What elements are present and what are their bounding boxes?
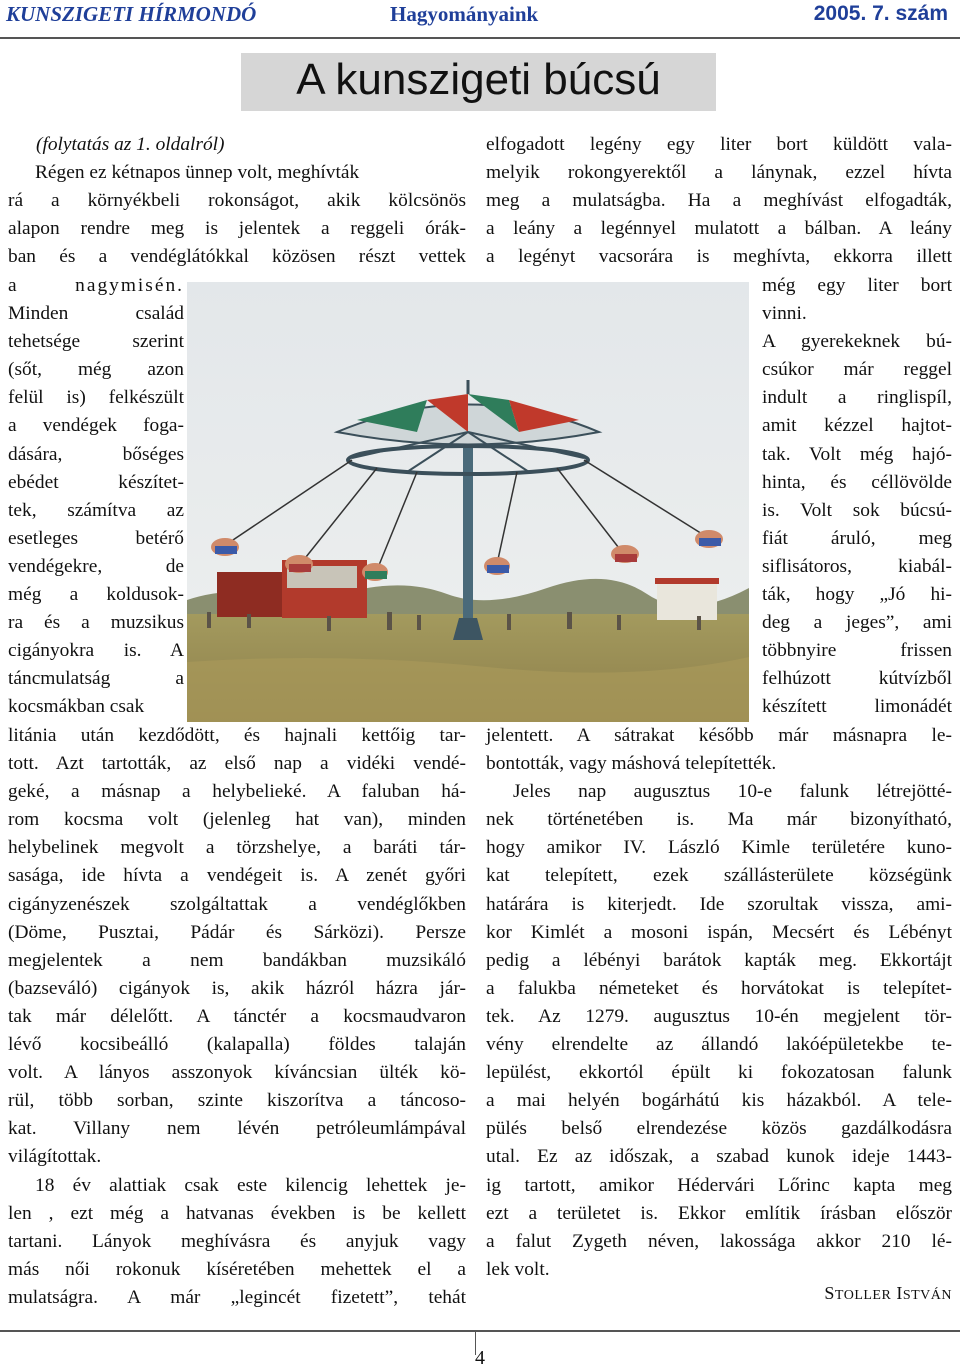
text-line: rül, több sorban, szinte kiszorítva a táncoso- xyxy=(8,1090,466,1112)
text-line: is. Volt sok búcsú- xyxy=(762,499,952,521)
text-line: tek. Az 1279. augusztus 10-én megjelent tör- xyxy=(486,1005,952,1027)
text-line: rá a környékbeli rokonságot, akik kölcsönös xyxy=(8,190,466,212)
text-line: amit kézzel hajtot- xyxy=(762,415,952,437)
signature-part: TOLLER xyxy=(834,1288,892,1303)
text-line: A gyerekeknek bú- xyxy=(762,331,952,353)
newspaper-name: KUNSZIGETI HÍRMONDÓ xyxy=(6,2,257,26)
text-line: ebédet készítet- xyxy=(8,471,184,493)
left-column-wrap xyxy=(8,272,184,722)
header-divider xyxy=(0,37,960,39)
text-line: többnyire frissen xyxy=(762,640,952,662)
text-line: mulatságra. A már „legincét fizetett”, tehát xyxy=(8,1286,466,1308)
text-line: helybelinek megvolt a törzshelye, a baráti tár- xyxy=(8,837,466,859)
text-line: deg a jeges”, ami xyxy=(762,612,952,634)
author-signature xyxy=(824,1283,952,1304)
text-line: Jeles nap augusztus 10-e falunk létrejötté- xyxy=(513,781,952,803)
text-line: cigányzenészek szolgáltattak a vendéglőkben xyxy=(8,893,466,915)
text-line: felül is) felkészült xyxy=(8,387,184,409)
text-line: lek volt. xyxy=(486,1258,550,1280)
text-line: bontották, vagy máshová telepítették. xyxy=(486,753,777,775)
signature-initial: I xyxy=(896,1283,903,1303)
right-column-wrap xyxy=(762,272,952,722)
text-line: lepülést, ekkortól épült ki fokozatosan falunk xyxy=(486,1062,952,1084)
text-line: világítottak. xyxy=(8,1146,102,1168)
text-line: a mai helyén bogárhátú kis házakból. A tele- xyxy=(486,1090,952,1112)
text-line: geké, a másnap a helybelieké. A faluban há- xyxy=(8,781,466,803)
text-line: ban és a vendéglátókkal közösen részt vettek xyxy=(8,246,466,268)
text-line: kat. Villany nem lévén petróleumlámpával xyxy=(8,1118,466,1140)
text-line: tehetsége szerint xyxy=(8,331,184,353)
left-column-bottom xyxy=(8,722,466,1312)
text-line: csúkor már reggel xyxy=(762,359,952,381)
page-number: 4 xyxy=(475,1347,485,1369)
text-line: siflisátoros, kiabál- xyxy=(762,555,952,577)
right-column-bottom xyxy=(486,722,952,1284)
text-line: cigányokra is. A xyxy=(8,640,184,662)
text-line: még egy liter bort xyxy=(762,275,952,296)
text-line: Minden család xyxy=(8,303,184,325)
text-line: megjelentek a nem bandákban muzsikáló xyxy=(8,949,466,971)
text-line: felhúzott kútvízből xyxy=(762,668,952,690)
text-line: (Döme, Pusztai, Pádár és Sárközi). Persze xyxy=(8,921,466,943)
issue-number: 2005. 7. szám xyxy=(813,2,948,25)
text-line: (sőt, még azon xyxy=(8,359,184,381)
continuation-note: (folytatás az 1. oldalról) xyxy=(36,134,225,155)
text-line: hogy amikor IV. László Kimle területére kuno- xyxy=(486,837,952,859)
text-line: kat telepített, ezek szállásterülete községünk xyxy=(486,865,952,887)
text-line: Régen ez kétnapos ünnep volt, meghívták xyxy=(35,162,360,184)
text-line: fiát áruló, meg xyxy=(762,527,952,549)
text-line: melyik rokongyerektől a lánynak, ezzel hívta xyxy=(486,162,952,184)
article-title-box xyxy=(241,53,716,111)
footer-divider xyxy=(0,1330,960,1332)
text-line: más női rokonuk kíséretében mehettek el a xyxy=(8,1258,466,1280)
text-line: vinni. xyxy=(762,303,807,325)
text-line: ták, hogy „Jó hi- xyxy=(762,584,952,606)
text-line: táncmulatság a xyxy=(8,668,184,690)
text-line: (bazseváló) cigányok is, akik házról házra jár- xyxy=(8,977,466,999)
text-line: a falut Zygeth néven, lakossága akkor 210 lé- xyxy=(486,1230,952,1252)
text-line: meg a mulatságba. Ha a meghívást elfogadták, xyxy=(486,190,952,212)
text-line: pülés belső elrendezése közös gazdálkodásra xyxy=(486,1118,952,1140)
text-line: még a koldusok- xyxy=(8,584,184,606)
text-line: len , ezt még a hatvanas években is be kellett xyxy=(8,1202,466,1224)
text-line: indult a ringlispíl, xyxy=(762,387,952,409)
article-title: A kunszigeti búcsú xyxy=(296,55,661,104)
page-header xyxy=(0,0,960,28)
text-line: vendégekre, de xyxy=(8,555,184,577)
text-line: vény elrendelte az állandó lakóépületekbe te- xyxy=(486,1034,952,1056)
text-line: kor Kimlét a mosoni ispán, Mecsért és Lébényt xyxy=(486,921,952,943)
text-line: készített limonádét xyxy=(762,696,952,718)
signature-part: STVÁN xyxy=(902,1288,952,1303)
text-line: határára is kiterjedt. Ide szorultak vissza, ami- xyxy=(486,893,952,915)
text-line: 18 év alattiak csak este kilencig lehettek je- xyxy=(35,1174,466,1196)
text-line: a leány a legénnyel mulatott a bálban. A leány xyxy=(486,218,952,240)
text-line: esetleges betérő xyxy=(8,527,184,549)
text-line: tak. Volt még hajó- xyxy=(762,443,952,465)
text-line: pedig a lébényi barátok kapták meg. Ekkortájt xyxy=(486,949,952,971)
text-line: hinta, és céllövölde xyxy=(762,471,952,493)
text-line: lévő kocsibeálló (kalapalla) földes talaján xyxy=(8,1034,466,1056)
text-line: utal. Ez az időszak, a szabad kunok ideje 1443- xyxy=(486,1146,952,1168)
carousel-chain-swing-icon xyxy=(187,282,749,722)
text-line: nek történetében is. Ma már bizonyítható, xyxy=(486,809,952,831)
text-line: jelentett. A sátrakat később már másnapra le- xyxy=(486,725,952,746)
text-line: sasága, ide hívta a vendégeit is. A zenét győri xyxy=(8,865,466,887)
text-line: tak már délelőtt. A tánctér a kocsmaudvaron xyxy=(8,1005,466,1027)
text-line: volt. A lányos asszonyok kíváncsian ülték kö- xyxy=(8,1062,466,1084)
text-line: rom kocsma volt (jelenleg hat van), minden xyxy=(8,809,466,831)
left-column-top xyxy=(8,131,466,271)
text-line: kocsmákban csak xyxy=(8,696,145,718)
text-line: dására, bőséges xyxy=(8,443,184,465)
text-line: tartani. Lányok meghívásra és anyjuk vagy xyxy=(8,1230,466,1252)
signature-initial: S xyxy=(824,1283,835,1303)
section-name: Hagyományaink xyxy=(390,2,539,26)
text-line: a legényt vacsorára is meghívta, ekkorra illett xyxy=(486,246,952,268)
text-line: ig tartott, amikor Hédervári Lőrinc kapta meg xyxy=(486,1174,952,1196)
text-line: a nagymisén. xyxy=(8,275,184,296)
text-line: alapon rendre meg is jelentek a reggeli órák- xyxy=(8,218,466,240)
text-line: ezt a területet is. Ekkor említik írásban először xyxy=(486,1202,952,1224)
carousel-photo xyxy=(187,282,749,722)
text-line: a vendégek foga- xyxy=(8,415,184,437)
text-line: elfogadott legény egy liter bort küldött vala- xyxy=(486,134,952,155)
text-line: litánia után kezdődött, és hajnali kettőig tar- xyxy=(8,725,466,746)
text-line: tott. Azt tartották, az első nap a vidéki vendé- xyxy=(8,753,466,775)
text-line: ra és a muzsikus xyxy=(8,612,184,634)
right-column-top xyxy=(486,131,952,271)
text-line: a falukba németeket és horvátokat is telepítet- xyxy=(486,977,952,999)
text-line: tek, számítva az xyxy=(8,499,184,521)
